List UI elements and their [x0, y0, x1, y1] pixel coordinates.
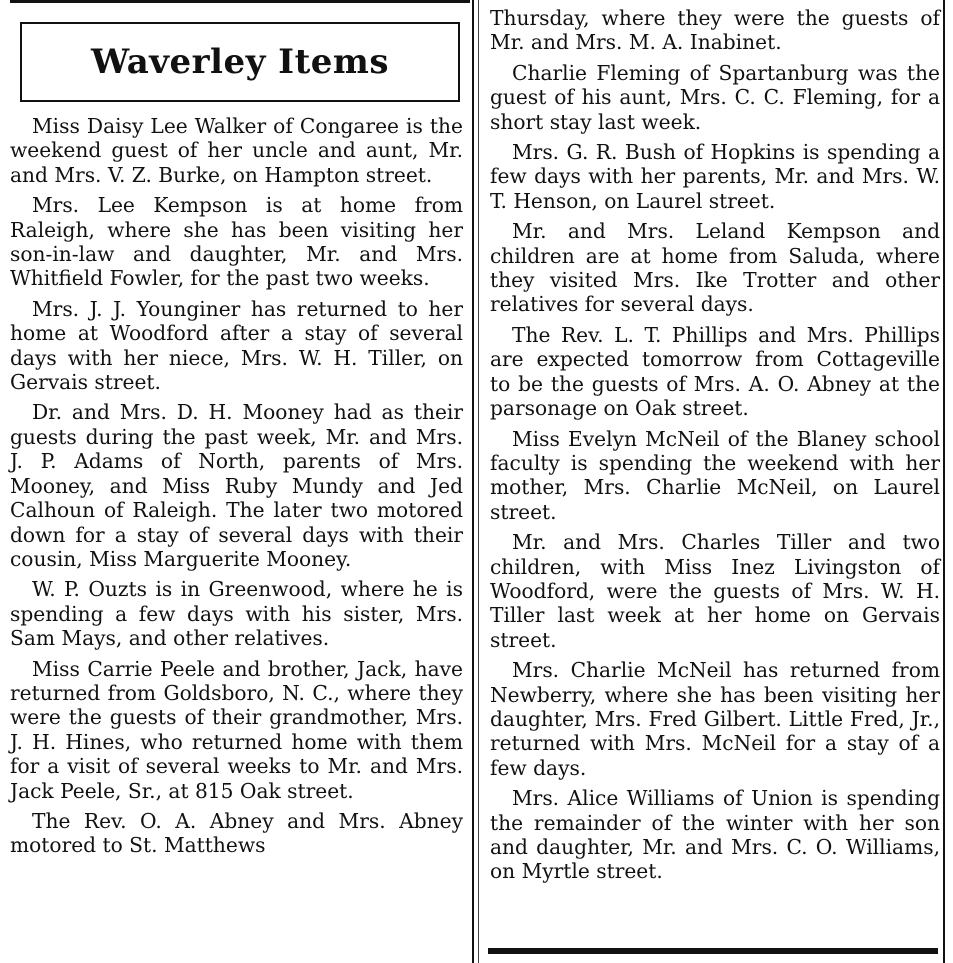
news-item [10, 193, 463, 295]
news-item [10, 114, 463, 191]
news-item-text: Mrs. J. J. Younginer has returned to her home at Woodford after a stay of several days with her niece, Mrs. W. H. Tiller, on Gervais street. [10, 296, 463, 395]
news-item-text: Mr. and Mrs. Leland Kempson and children are at home from Saluda, where they visited Mrs. Ike Trotter and other relatives for several days. [490, 219, 940, 317]
left-column [10, 114, 463, 864]
news-item [10, 400, 463, 575]
news-item [490, 786, 940, 888]
news-item [490, 61, 940, 138]
news-item-text: Mrs. Charlie McNeil has returned from Newberry, where she has been visiting her daughter, Mrs. Fred Gilbert. Little Fred, Jr., returned with Mrs. McNeil for a stay of a few days. [490, 658, 940, 780]
news-item-text: W. P. Ouzts is in Greenwood, where he is spending a few days with his sister, Mrs. Sam Mays, and other relatives. [10, 577, 463, 651]
news-item [10, 809, 463, 862]
news-item-text: Thursday, where they were the guests of Mr. and Mrs. M. A. Inabinet. [490, 6, 940, 55]
news-item-text: The Rev. L. T. Phillips and Mrs. Phillips are expected tomorrow from Cottageville to be the guests of Mrs. A. O. Abney at the parsonage on Oak street. [490, 322, 940, 421]
news-item-text: Mr. and Mrs. Charles Tiller and two children, with Miss Inez Livingston of Woodford, were the guests of Mrs. W. H. Tiller last week at her home on Gervais street. [490, 530, 940, 652]
news-item-text: Mrs. Alice Williams of Union is spending the remainder of the winter with her son and daughter, Mr. and Mrs. C. O. Williams, on Myrtle street. [490, 786, 940, 884]
right-border-rule [943, 0, 945, 963]
top-rule [10, 0, 470, 3]
news-item [490, 530, 940, 656]
news-item [10, 577, 463, 654]
news-item [490, 658, 940, 784]
headline: Waverley Items [90, 42, 390, 82]
bottom-rule [488, 948, 938, 954]
news-item [490, 427, 940, 529]
news-item [490, 140, 940, 217]
news-item-text: Miss Evelyn McNeil of the Blaney school faculty is spending the weekend with her mother, Mrs. Charlie McNeil, on Laurel street. [490, 426, 940, 524]
news-item [490, 323, 940, 425]
news-item [10, 657, 463, 807]
news-item [10, 297, 463, 399]
news-item-text: Dr. and Mrs. D. H. Mooney had as their guests during the past week, Mr. and Mrs. J. P. Adams of North, parents of Mrs. Mooney, and Miss Ruby Mundy and Jed Calhoun of Raleigh. The later two motored down for a stay of several days with their cousin, Miss Marguerite Mooney. [10, 400, 463, 571]
headline-box [20, 22, 460, 102]
right-column [490, 6, 940, 890]
column-divider-inner [478, 0, 479, 963]
news-item-text: Charlie Fleming of Spartanburg was the guest of his aunt, Mrs. C. C. Fleming, for a short stay last week. [490, 60, 940, 134]
news-item-text: The Rev. O. A. Abney and Mrs. Abney motored to St. Matthews [10, 808, 463, 858]
news-item-text: Miss Carrie Peele and brother, Jack, have returned from Goldsboro, N. C., where they were the guests of their grandmother, Mrs. J. H. Hines, who returned home with them for a visit of several weeks to Mr. and Mrs. Jack Peele, Sr., at 815 Oak street. [10, 656, 463, 803]
column-divider [472, 0, 474, 963]
news-item-text: Miss Daisy Lee Walker of Congaree is the weekend guest of her uncle and aunt, Mr. and Mrs. V. Z. Burke, on Hampton street. [10, 114, 463, 187]
news-item [490, 219, 940, 321]
news-item-continuation [490, 6, 940, 59]
news-item-text: Mrs. Lee Kempson is at home from Raleigh, where she has been visiting her son-in-law and daughter, Mr. and Mrs. Whitfield Fowler, for the past two weeks. [10, 193, 463, 291]
news-item-text: Mrs. G. R. Bush of Hopkins is spending a few days with her parents, Mr. and Mrs. W. T. Henson, on Laurel street. [490, 140, 940, 213]
